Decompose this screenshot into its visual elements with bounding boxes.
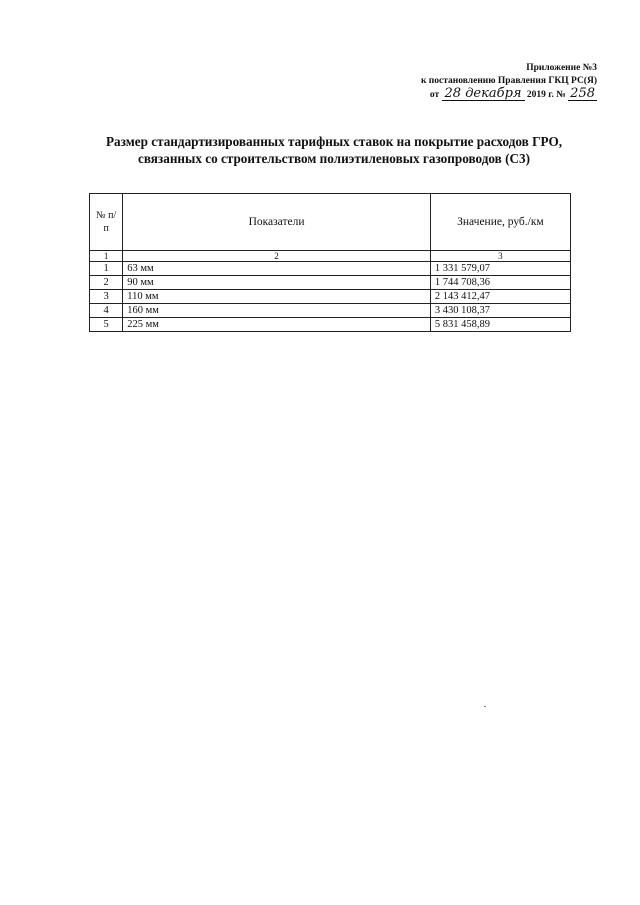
- row-num: 1: [90, 262, 123, 276]
- row-value: 1 744 708,36: [430, 276, 570, 290]
- row-name: 110 мм: [123, 290, 431, 304]
- appendix-label: Приложение №3: [526, 63, 597, 73]
- table-header-row: [90, 194, 571, 251]
- document-header: [337, 62, 597, 102]
- table-row: [90, 290, 571, 304]
- table-row: [90, 262, 571, 276]
- row-value: 2 143 412,47: [430, 290, 570, 304]
- document-title: [70, 133, 598, 167]
- row-value: 5 831 458,89: [430, 318, 570, 332]
- title-line-1: Размер стандартизированных тарифных ставок на покрытие расходов ГРО,: [105, 134, 563, 149]
- table-row: [90, 276, 571, 290]
- date-prefix: от: [429, 90, 440, 100]
- row-name: 225 мм: [123, 318, 431, 332]
- header-value: Значение, руб./км: [430, 194, 570, 251]
- row-num: 5: [90, 318, 123, 332]
- handwritten-date: 28 декабря: [442, 88, 525, 101]
- row-value: 1 331 579,07: [430, 262, 570, 276]
- title-line-2: связанных со строительством полиэтиленовых газопроводов (С3): [138, 151, 530, 166]
- column-index-row: [90, 251, 571, 262]
- table-row: [90, 304, 571, 318]
- row-value: 3 430 108,37: [430, 304, 570, 318]
- row-name: 90 мм: [123, 276, 431, 290]
- tariff-table: [89, 193, 571, 332]
- table-row: [90, 318, 571, 332]
- header-num: № п/п: [90, 194, 123, 251]
- row-name: 160 мм: [123, 304, 431, 318]
- header-name: Показатели: [123, 194, 431, 251]
- row-name: 63 мм: [123, 262, 431, 276]
- column-index: 3: [430, 251, 570, 262]
- row-num: 3: [90, 290, 123, 304]
- scan-speck: [484, 706, 486, 707]
- resolution-label: к постановлению Правления ГКЦ РС(Я): [420, 76, 597, 86]
- row-num: 2: [90, 276, 123, 290]
- column-index: 2: [123, 251, 431, 262]
- year-number-label: 2019 г. №: [526, 90, 566, 100]
- column-index: 1: [90, 251, 123, 262]
- row-num: 4: [90, 304, 123, 318]
- handwritten-number: 258: [570, 86, 595, 101]
- resolution-date-line: [337, 88, 597, 102]
